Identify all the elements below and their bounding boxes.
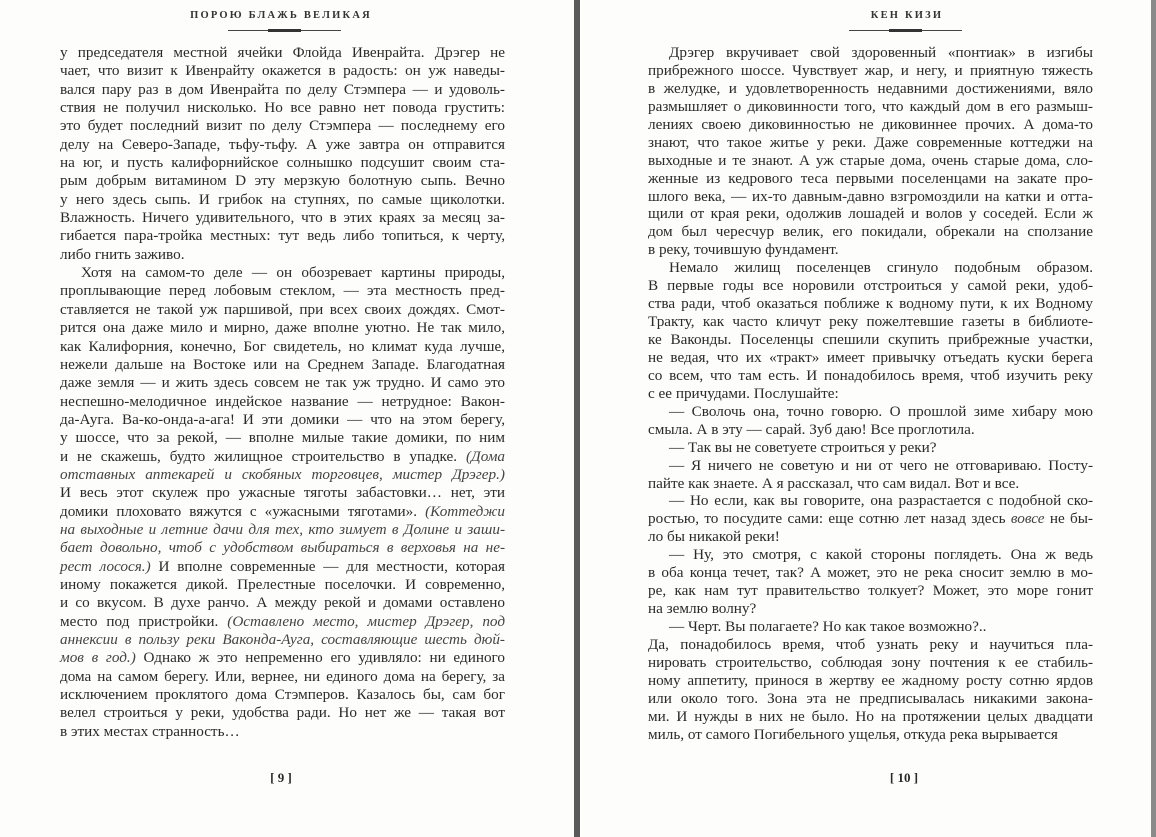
text-line: — Ну, это смотря, с какой стороны поглядеть. Она ж ведь	[669, 546, 1093, 564]
italic-segment: бает довольно, чтоб с удобством выбираться в верховья на не-	[60, 539, 505, 557]
text-line: ствия не получил нисколько. Но все равно нет повода грустить:	[60, 99, 505, 117]
text-line: с ее причудами. Послушайте:	[648, 384, 839, 402]
text-segment: и не скажешь, будто жилищное строительство в упадке.	[60, 447, 466, 465]
text-line: ному аппетиту, принося в жертву ее жадному росту сотню ярдов	[648, 671, 1093, 689]
text-line: иному покажется дикой. Прелестные поселочки. И современно,	[60, 575, 505, 593]
text-line: шлого века, — их-то давным-давно взгромоздили на катки и отта-	[648, 187, 1093, 205]
text-segment: домики плоховато вяжутся с «ужасными тяготами».	[60, 502, 426, 520]
text-segment: ростью, то посудите сами: еще сотню лет назад здесь	[648, 510, 1011, 528]
text-line: со всем, что там есть. И понадобилось время, чтоб изучить реку	[648, 366, 1093, 384]
text-line: либо гнить заживо.	[60, 245, 185, 263]
italic-segment: мов в год.)	[60, 649, 136, 667]
text-line: рым добрым витамином D эту мерзкую болотную сыпь. Вечно	[60, 172, 505, 190]
text-line: щили от края реки, одолжив лошадей и волов у соседей. Если ж	[648, 205, 1093, 223]
italic-segment: на выходные и летние дачи для тех, кто зимует в Долине и заши-	[60, 520, 505, 538]
text-line: В первые годы все норовили отстроиться у самой реки, удоб-	[648, 277, 1093, 295]
text-line: исключением проклятого дома Стэмперов. Казалось бы, сам бог	[60, 686, 505, 704]
text-line: делу на Северо-Западе, тьфу-тьфу. А уже завтра он отправится	[60, 135, 505, 153]
text-line: Немало жилищ поселенцев сгинуло подобным образом.	[669, 259, 1093, 277]
text-line: у председателя местной ячейки Флойда Ивенрайта. Дрэгер не	[60, 44, 505, 61]
text-line: неспешно-мелодичное индейское название — нетрудное: Вакон-	[60, 392, 505, 410]
text-line: И весь этот скулеж про ужасные тяготы забастовки… нет, эти	[60, 484, 505, 502]
header-rule	[849, 30, 962, 31]
text-line	[60, 631, 505, 649]
text-line: нежели дальше на Востоке или на Среднем Западе. Благодатная	[60, 355, 505, 373]
text-line: ке Ваконды. Поселенцы спешили скупить прибрежные участки,	[648, 331, 1093, 348]
text-line: знают, что такое житье у реки. Даже современные коттеджи на	[648, 133, 1093, 151]
text-segment: И вполне современные — для местности, которая	[150, 557, 506, 575]
text-line	[60, 466, 505, 484]
text-line: проплывающие перед лобовым стеклом, — эта местность пред-	[60, 282, 505, 300]
text-line: чает, что визит к Ивенрайту окажется в радость: он уж наведы-	[60, 62, 505, 80]
body-text	[648, 44, 1093, 744]
body-text	[60, 44, 505, 741]
text-line: — Так вы не советуете строиться у реки?	[669, 438, 937, 456]
text-line	[60, 521, 505, 539]
text-line: в реку, точившую фундамент.	[648, 241, 839, 259]
text-line: миль, от самого Погибельного ущелья, откуда река вырывается	[648, 725, 1058, 743]
text-line	[60, 613, 505, 631]
text-segment: место под пристройки.	[60, 612, 228, 630]
text-line: в этих местах странность…	[60, 722, 240, 740]
text-line: Влажность. Ничего удивительного, что в этих краях за месяц за-	[60, 209, 505, 227]
text-line	[60, 558, 505, 576]
italic-segment: (Дома	[465, 447, 505, 465]
italic-segment: (Коттеджи	[425, 502, 505, 520]
text-line: да-Ауга. Ва-ко-онда-а-ага! И эти домики — что на этом берегу,	[60, 410, 505, 428]
left-page	[0, 0, 574, 837]
italic-segment: вовсе	[1010, 510, 1045, 528]
text-line	[648, 510, 1093, 528]
text-line: ства ради, чтоб оказаться поближе к водному пути, к их Водному	[648, 295, 1093, 313]
text-line: у него здесь сыпь. И грибок на ступнях, по самые щиколотки.	[60, 190, 505, 208]
text-line: ставляется не такой уж паршивой, при всех своих дождях. Смот-	[60, 300, 505, 318]
text-segment: не бы-	[1044, 510, 1093, 528]
page-number: [ 9 ]	[270, 770, 292, 785]
text-line: даже земля — и жить здесь совсем не так уж трудно. И само это	[60, 374, 505, 392]
page-edge	[1151, 0, 1156, 837]
text-line: не ведая, что их «тракт» имеет привычку отъедать куски берега	[648, 348, 1093, 366]
header-rule	[228, 30, 341, 31]
italic-segment: отставных аптекарей и скобяных торговцев, мистер Дрэгер.)	[60, 465, 505, 483]
text-line: ло бы никакой реки!	[648, 528, 780, 546]
running-head: КЕН КИЗИ	[870, 10, 944, 21]
text-line: Дрэгер вкручивает свой здоровенный «понтиак» в изгибы	[669, 44, 1093, 61]
text-line: гибается пара-тройка местных: тут ведь либо топиться, к черту,	[60, 227, 505, 245]
italic-segment: рест лосося.)	[60, 557, 151, 575]
text-line: в желудке, и удовлетворенность недавними достижениями, вяло	[648, 79, 1093, 97]
text-line: вался пару раз в дом Ивенрайта по делу Стэмпера — и удоволь-	[60, 80, 505, 98]
book-gutter	[574, 0, 580, 837]
text-line: в оба конца течет, так? А может, это не река сносит землю в мо-	[648, 564, 1093, 582]
text-line: рится она даже мило и мирно, даже вполне уютно. Не так мило,	[60, 319, 505, 337]
text-line: дом был чересчур велик, его покидали, обрекали на сползание	[648, 223, 1093, 241]
text-line	[60, 539, 505, 557]
text-line	[60, 649, 505, 667]
text-line: это будет последний визит по делу Стэмпера — последнему его	[60, 117, 505, 135]
italic-segment: аннексии в пользу реки Ваконда-Ауга, составляющие шесть дюй-	[60, 631, 505, 648]
text-line: или около того. Зона эта не предписывалась никакими закона-	[648, 689, 1093, 707]
text-line: Хотя на самом-то деле — он обозревает картины природы,	[81, 264, 505, 282]
text-line: у шоссе, что за рекой, — вполне милые такие домики, по ним	[60, 429, 505, 447]
text-line: — Я ничего не советую и ни от чего не отговариваю. Посту-	[669, 456, 1093, 474]
text-line: дома на самом берегу. Или, вернее, ни единого дома на берегу, за	[60, 667, 505, 685]
text-line: ре, как нам тут правительство толкует? Может, это море гонит	[648, 582, 1093, 600]
text-line: — Черт. Вы полагаете? Но как такое возможно?..	[669, 618, 987, 635]
text-line: — Но если, как вы говорите, она разрастается с подобной ско-	[669, 492, 1093, 510]
text-line: прибрежного шоссе. Чувствует жар, и негу, и приятную тяжесть	[648, 61, 1093, 79]
text-line: велел строиться у реки, удобства ради. Но нет же — такая вот	[60, 704, 505, 722]
text-line: пайте как знаете. А я рассказал, что сам видал. Вот и все.	[648, 474, 1020, 492]
right-page	[581, 0, 1151, 837]
text-line: выходные и те знают. А уж старые дома, очень старые дома, сло-	[648, 151, 1093, 169]
text-line: Тракту, как часто кличут реку пожелтевшие газеты в библиоте-	[648, 313, 1093, 331]
text-line: на землю волну?	[648, 600, 757, 618]
text-line	[60, 448, 505, 466]
text-line: на юг, и пусть калифорнийское солнышко подсушит своим ста-	[60, 154, 505, 172]
running-head: ПОРОЮ БЛАЖЬ ВЕЛИКАЯ	[190, 10, 372, 21]
text-line: нировать строительство, соблюдая зону почтения к ее стабиль-	[648, 653, 1093, 671]
text-line: женные из кедрового теса первыми поселенцами на закате про-	[648, 169, 1093, 187]
page-number: [ 10 ]	[889, 770, 919, 785]
text-line: смыла. А в эту — сарай. Зуб даю! Все проглотила.	[648, 420, 975, 438]
italic-segment: (Оставлено место, мистер Дрэгер, под	[227, 612, 505, 630]
text-line	[60, 503, 505, 521]
text-line: ми. И нужды в них не было. Но на протяжении целых двадцати	[648, 707, 1093, 725]
text-line: и со вкусом. В духе ранчо. А между рекой и домами оставлено	[60, 594, 505, 612]
text-segment: Однако ж это непременно его удивляло: ни единого	[135, 649, 505, 667]
text-line: — Сволочь она, точно говорю. О прошлой зиме хибару мою	[669, 402, 1093, 420]
text-line: как Калифорния, конечно, Бог свидетель, но климат куда лучше,	[60, 337, 505, 355]
text-line: лениях своею диковинностью не диковиннее прочих. А дома-то	[648, 115, 1093, 133]
text-line: Да, понадобилось время, чтоб узнать реку и научиться пла-	[648, 635, 1093, 653]
text-line: размышляет о диковинности того, что каждый дом в его размыш-	[648, 97, 1093, 115]
